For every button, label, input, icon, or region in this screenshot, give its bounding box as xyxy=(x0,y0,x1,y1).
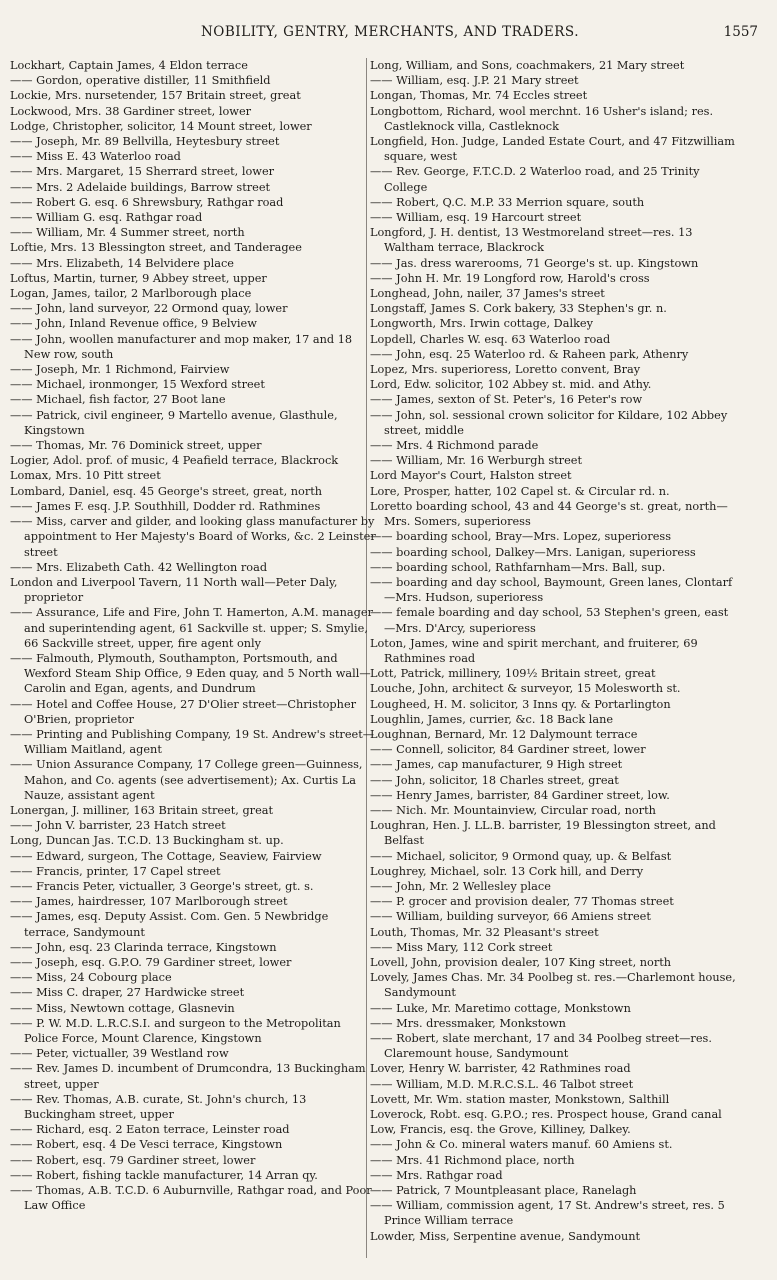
directory-entry: Lore, Prosper, hatter, 102 Capel st. & Circular rd. n. xyxy=(370,484,670,498)
directory-entry: —— Francis, printer, 17 Capel street xyxy=(10,864,221,878)
directory-entry: Loton, James, wine and spirit merchant, and fruiterer, 69 Rathmines road xyxy=(370,636,698,665)
directory-entry: —— Thomas, A.B. T.C.D. 6 Auburnville, Rathgar road, and Poor Law Office xyxy=(10,1184,372,1213)
directory-entry: —— James, cap manufacturer, 9 High street xyxy=(370,758,623,772)
directory-entry: —— Nich. Mr. Mountainview, Circular road, north xyxy=(370,803,656,817)
directory-entry: —— William, Mr. 16 Werburgh street xyxy=(370,454,582,468)
directory-entry: —— Assurance, Life and Fire, John T. Hamerton, A.M. manager and superintending agent, 61 Sackville st. upper; S. Smylie, 66 Sackville street, upper, fire agent only xyxy=(10,606,373,650)
directory-entry: —— Mrs. dressmaker, Monkstown xyxy=(370,1016,566,1030)
directory-entry: —— Miss C. draper, 27 Hardwicke street xyxy=(10,986,245,1000)
directory-entry: Lover, Henry W. barrister, 42 Rathmines road xyxy=(370,1062,631,1076)
directory-entry: —— female boarding and day school, 53 Stephen's green, east—Mrs. D'Arcy, superioress xyxy=(370,606,729,635)
directory-entry: —— John V. barrister, 23 Hatch street xyxy=(10,819,226,833)
directory-entry: Logier, Adol. prof. of music, 4 Peafield terrace, Blackrock xyxy=(10,454,339,468)
directory-entry: —— William, commission agent, 17 St. Andrew's street, res. 5 Prince William terrace xyxy=(370,1199,725,1228)
directory-entry: Loughran, Hen. J. LL.B. barrister, 19 Blessington street, and Belfast xyxy=(370,819,716,848)
directory-entry: Lovett, Mr. Wm. station master, Monkstown, Salthill xyxy=(370,1092,670,1106)
directory-entry: —— John, Inland Revenue office, 9 Belview xyxy=(10,317,257,331)
directory-entry: —— Robert, fishing tackle manufacturer, 14 Arran qy. xyxy=(10,1168,318,1182)
directory-entry: —— Joseph, Mr. 1 Richmond, Fairview xyxy=(10,363,230,377)
directory-entry: Lombard, Daniel, esq. 45 George's street, great, north xyxy=(10,484,323,498)
directory-entry: —— Miss, 24 Cobourg place xyxy=(10,971,172,985)
directory-entry: —— boarding and day school, Baymount, Green lanes, Clontarf—Mrs. Hudson, superioress xyxy=(370,575,733,605)
directory-entry: —— P. W. M.D. L.R.C.S.I. and surgeon to the Metropolitan Police Force, Mount Clarence, Kingstown xyxy=(10,1016,341,1045)
directory-entry: Low, Francis, esq. the Grove, Killiney, Dalkey. xyxy=(370,1123,631,1137)
directory-entry: Long, William, and Sons, coachmakers, 21 Mary street xyxy=(370,59,685,72)
directory-entry: —— Mrs. Elizabeth, 14 Belvidere place xyxy=(10,256,234,270)
directory-entry: Logan, James, tailor, 2 Marlborough place xyxy=(10,287,252,301)
directory-entry: —— Mrs. 2 Adelaide buildings, Barrow street xyxy=(10,180,271,194)
directory-entry: —— William, esq. 19 Harcourt street xyxy=(370,211,582,225)
directory-entry: Longbottom, Richard, wool merchnt. 16 Usher's island; res. Castleknock villa, Castleknock xyxy=(370,104,714,133)
directory-entry: Loftus, Martin, turner, 9 Abbey street, upper xyxy=(10,271,267,285)
directory-entry: Lougheed, H. M. solicitor, 3 Inns qy. & Portarlington xyxy=(370,697,671,711)
directory-entry: —— Patrick, civil engineer, 9 Martello avenue, Glasthule, Kingstown xyxy=(10,408,338,437)
directory-entry: —— Connell, solicitor, 84 Gardiner street, lower xyxy=(370,743,646,757)
directory-entry: —— Robert, Q.C. M.P. 33 Merrion square, south xyxy=(370,195,645,209)
directory-entry: —— Mrs. Margaret, 15 Sherrard street, lower xyxy=(10,165,275,179)
directory-entry: —— John, esq. 23 Clarinda terrace, Kingstown xyxy=(10,940,277,954)
directory-entry: Longhead, John, nailer, 37 James's street xyxy=(370,287,605,301)
directory-entry: —— Francis Peter, victualler, 3 George's street, gt. s. xyxy=(10,879,314,893)
directory-entry: —— John, solicitor, 18 Charles street, great xyxy=(370,773,619,787)
directory-entry: Loretto boarding school, 43 and 44 George's st. great, north—Mrs. Somers, superioress xyxy=(370,499,728,529)
directory-entry: —— John H. Mr. 19 Longford row, Harold's cross xyxy=(370,271,650,285)
directory-entry: Lopez, Mrs. superioress, Loretto convent, Bray xyxy=(370,363,641,377)
directory-entry: —— Mrs. Rathgar road xyxy=(370,1168,503,1182)
directory-entry: —— James F. esq. J.P. Southhill, Dodder rd. Rathmines xyxy=(10,499,321,513)
directory-entry: Loftie, Mrs. 13 Blessington street, and Tanderagee xyxy=(10,241,302,255)
page-header xyxy=(10,20,770,44)
directory-entry: Loughrey, Michael, solr. 13 Cork hill, and Derry xyxy=(370,864,644,878)
directory-entry: —— John, esq. 25 Waterloo rd. & Raheen park, Athenry xyxy=(370,347,689,361)
directory-entry: —— Henry James, barrister, 84 Gardiner street, low. xyxy=(370,788,670,802)
directory-entry: Lott, Patrick, millinery, 109½ Britain street, great xyxy=(370,667,656,681)
directory-entry: —— Edward, surgeon, The Cottage, Seaview, Fairview xyxy=(10,849,322,863)
directory-entry: —— Mrs. 41 Richmond place, north xyxy=(370,1153,575,1167)
directory-entry: —— Michael, solicitor, 9 Ormond quay, up. & Belfast xyxy=(370,849,672,863)
directory-entry: Long, Duncan Jas. T.C.D. 13 Buckingham st. up. xyxy=(10,834,284,848)
page-number: 1557 xyxy=(723,24,758,40)
right-column xyxy=(370,58,736,1244)
directory-entry: —— Rev. George, F.T.C.D. 2 Waterloo road, and 25 Trinity College xyxy=(370,165,700,194)
directory-entry: Lockwood, Mrs. 38 Gardiner street, lower xyxy=(10,104,252,118)
directory-entry: —— Jas. dress warerooms, 71 George's st. up. Kingstown xyxy=(370,256,699,270)
directory-entry: —— Gordon, operative distiller, 11 Smithfield xyxy=(10,74,271,88)
directory-entry: Longford, J. H. dentist, 13 Westmoreland street—res. 13 Waltham terrace, Blackrock xyxy=(370,226,693,255)
directory-entry: —— Richard, esq. 2 Eaton terrace, Leinster road xyxy=(10,1123,290,1137)
directory-entry: —— Rev. Thomas, A.B. curate, St. John's church, 13 Buckingham street, upper xyxy=(10,1092,307,1122)
directory-entry: —— Michael, ironmonger, 15 Wexford street xyxy=(10,378,265,392)
page-title: NOBILITY, GENTRY, MERCHANTS, AND TRADERS. xyxy=(200,24,579,40)
directory-entry: Lord Mayor's Court, Halston street xyxy=(370,469,572,483)
directory-entry: —— William, esq. J.P. 21 Mary street xyxy=(370,74,579,88)
directory-entry: London and Liverpool Tavern, 11 North wall—Peter Daly, proprietor xyxy=(10,575,338,605)
directory-entry: —— Union Assurance Company, 17 College green—Guinness, Mahon, and Co. agents (see advertisement); Ax. Curtis La Nauze, assistant agent xyxy=(10,758,363,802)
directory-entry: Loughlin, James, currier, &c. 18 Back lane xyxy=(370,712,614,726)
directory-entry: —— James, esq. Deputy Assist. Com. Gen. 5 Newbridge terrace, Sandymount xyxy=(10,910,329,939)
directory-entry: —— John, Mr. 2 Wellesley place xyxy=(370,879,551,893)
directory-entry: —— James, sexton of St. Peter's, 16 Peter's row xyxy=(370,393,643,407)
directory-entry: —— Hotel and Coffee House, 27 D'Olier street—Christopher O'Brien, proprietor xyxy=(10,697,357,726)
directory-entry: Lovely, James Chas. Mr. 34 Poolbeg st. res.—Charlemont house, Sandymount xyxy=(370,971,736,1000)
directory-entry: —— Mrs. Elizabeth Cath. 42 Wellington road xyxy=(10,560,268,574)
directory-entry: —— Miss, Newtown cottage, Glasnevin xyxy=(10,1001,235,1015)
directory-entry: —— John & Co. mineral waters manuf. 60 Amiens st. xyxy=(370,1138,673,1152)
directory-entry: —— boarding school, Rathfarnham—Mrs. Ball, sup. xyxy=(370,560,666,574)
directory-entry: Lord, Edw. solicitor, 102 Abbey st. mid. and Athy. xyxy=(370,378,652,392)
directory-entry: —— Robert, esq. 4 De Vesci terrace, Kingstown xyxy=(10,1138,283,1152)
directory-entry: —— Mrs. 4 Richmond parade xyxy=(370,439,539,453)
directory-entry: —— Thomas, Mr. 76 Dominick street, upper xyxy=(10,439,262,453)
directory-entry: —— William, building surveyor, 66 Amiens street xyxy=(370,910,651,924)
directory-entry: —— Miss Mary, 112 Cork street xyxy=(370,940,553,954)
directory-entry: —— Michael, fish factor, 27 Boot lane xyxy=(10,393,226,407)
directory-entry: Longstaff, James S. Cork bakery, 33 Stephen's gr. n. xyxy=(370,302,667,316)
directory-entry: Lockie, Mrs. nursetender, 157 Britain street, great xyxy=(10,89,301,103)
directory-entry: —— boarding school, Bray—Mrs. Lopez, superioress xyxy=(370,530,671,544)
directory-entry: —— Robert G. esq. 6 Shrewsbury, Rathgar road xyxy=(10,195,284,209)
directory-entry: Loverock, Robt. esq. G.P.O.; res. Prospect house, Grand canal xyxy=(370,1108,722,1122)
directory-entry: —— Patrick, 7 Mountpleasant place, Ranelagh xyxy=(370,1184,637,1198)
directory-entry: Louth, Thomas, Mr. 32 Pleasant's street xyxy=(370,925,599,939)
directory-entry: Longan, Thomas, Mr. 74 Eccles street xyxy=(370,89,588,103)
directory-entry: —— Joseph, esq. G.P.O. 79 Gardiner street, lower xyxy=(10,955,292,969)
directory-entry: —— John, woollen manufacturer and mop maker, 17 and 18 New row, south xyxy=(10,332,353,361)
directory-entry: Lonergan, J. milliner, 163 Britain street, great xyxy=(10,803,274,817)
directory-entry: Loughnan, Bernard, Mr. 12 Dalymount terrace xyxy=(370,727,638,741)
left-column xyxy=(10,58,376,1213)
directory-entry: Lowder, Miss, Serpentine avenue, Sandymount xyxy=(370,1229,641,1243)
directory-entry: —— Robert, slate merchant, 17 and 34 Poolbeg street—res. Claremount house, Sandymount xyxy=(370,1032,712,1061)
directory-entry: —— P. grocer and provision dealer, 77 Thomas street xyxy=(370,895,674,909)
directory-entry: —— James, hairdresser, 107 Marlborough street xyxy=(10,895,288,909)
directory-entry: Lockhart, Captain James, 4 Eldon terrace xyxy=(10,59,248,72)
directory-entry: —— Rev. James D. incumbent of Drumcondra, 13 Buckingham street, upper xyxy=(10,1062,366,1091)
directory-entry: Lomax, Mrs. 10 Pitt street xyxy=(10,469,161,483)
directory-entry: Lodge, Christopher, solicitor, 14 Mount street, lower xyxy=(10,119,312,133)
directory-entry: —— Luke, Mr. Maretimo cottage, Monkstown xyxy=(370,1001,631,1015)
directory-entry: —— Joseph, Mr. 89 Bellvilla, Heytesbury street xyxy=(10,135,280,149)
directory-entry: —— Miss E. 43 Waterloo road xyxy=(10,150,181,164)
directory-entry: Lovell, John, provision dealer, 107 King street, north xyxy=(370,955,672,969)
directory-entry: Lopdell, Charles W. esq. 63 Waterloo road xyxy=(370,332,611,346)
directory-entry: Longworth, Mrs. Irwin cottage, Dalkey xyxy=(370,317,593,331)
directory-entry: —— William, M.D. M.R.C.S.L. 46 Talbot street xyxy=(370,1077,634,1091)
directory-entry: —— William, Mr. 4 Summer street, north xyxy=(10,226,245,240)
directory-entry: Louche, John, architect & surveyor, 15 Molesworth st. xyxy=(370,682,681,696)
directory-entry: —— William G. esq. Rathgar road xyxy=(10,211,203,225)
directory-entry: —— Printing and Publishing Company, 19 St. Andrew's street—William Maitland, agent xyxy=(10,727,375,757)
directory-entry: Longfield, Hon. Judge, Landed Estate Court, and 47 Fitzwilliam square, west xyxy=(370,135,735,164)
directory-entry: —— boarding school, Dalkey—Mrs. Lanigan, superioress xyxy=(370,545,696,559)
directory-entry: —— Peter, victualler, 39 Westland row xyxy=(10,1047,229,1061)
directory-entry: —— Falmouth, Plymouth, Southampton, Portsmouth, and Wexford Steam Ship Office, 9 Eden quay, and 5 North wall—Carolin and Egan, agents, and Dundrum xyxy=(10,651,371,696)
directory-entry: —— John, sol. sessional crown solicitor for Kildare, 102 Abbey street, middle xyxy=(370,408,728,437)
directory-entry: —— Robert, esq. 79 Gardiner street, lower xyxy=(10,1153,256,1167)
directory-entry: —— John, land surveyor, 22 Ormond quay, lower xyxy=(10,302,288,316)
directory-entry: —— Miss, carver and gilder, and looking glass manufacturer by appointment to Her Majesty's Board of Works, &c. 2 Leinster street xyxy=(10,515,376,559)
